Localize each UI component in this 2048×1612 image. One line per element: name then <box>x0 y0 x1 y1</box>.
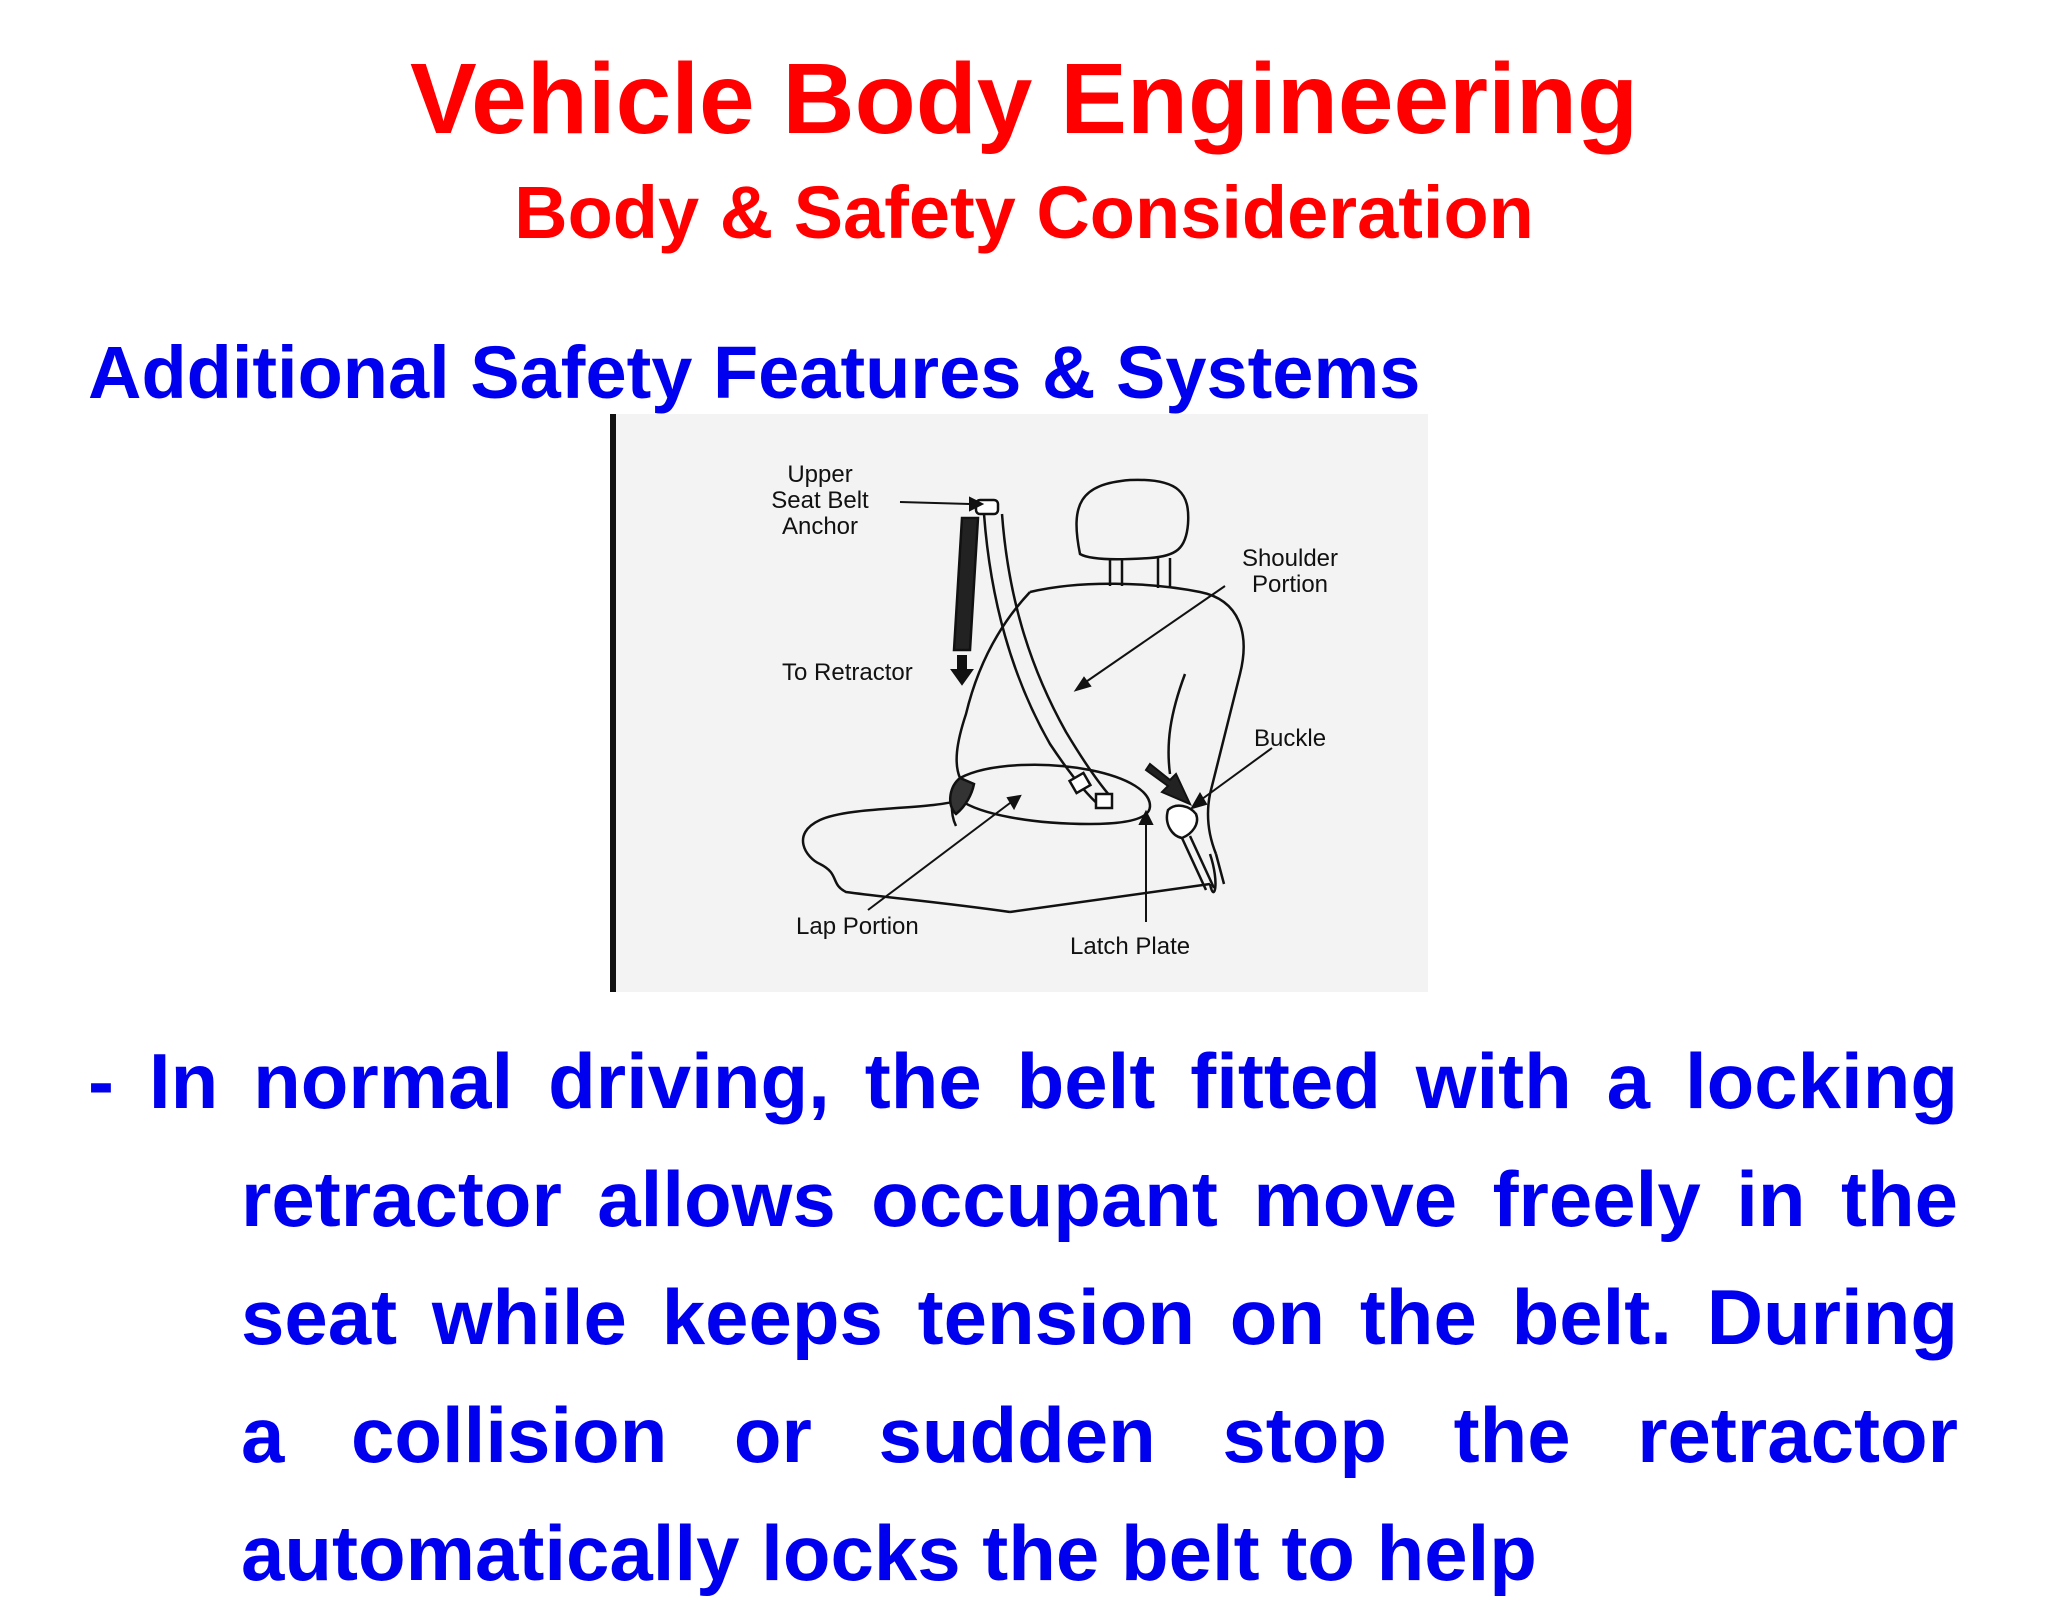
slide-subtitle: Body & Safety Consideration <box>514 171 1534 254</box>
label-upper-anchor-3: Anchor <box>781 513 859 540</box>
label-buckle: Buckle <box>1254 725 1327 752</box>
body-line-1: - In normal driving, the belt fitted with a locking <box>88 1037 1958 1125</box>
section-heading: Additional Safety Features & Systems <box>88 331 1421 414</box>
body-line-3: seat while keeps tension on the belt. During <box>241 1273 1958 1361</box>
label-latch-plate: Latch Plate <box>1070 933 1191 960</box>
label-upper-anchor-2: Seat Belt <box>771 487 869 514</box>
body-line-2: retractor allows occupant move freely in the <box>241 1155 1958 1243</box>
slide-title: Vehicle Body Engineering <box>409 43 1639 155</box>
label-upper-anchor-1: Upper <box>787 461 853 488</box>
label-shoulder-1: Shoulder <box>1241 545 1339 572</box>
label-to-retractor: To Retractor <box>782 659 913 686</box>
scan-edge <box>610 414 616 992</box>
body-paragraph <box>88 1022 1958 1612</box>
label-shoulder-2: Portion <box>1251 571 1329 598</box>
seat-belt-diagram <box>610 414 1428 992</box>
label-lap-portion: Lap Portion <box>796 913 919 940</box>
seat-belt-diagram-svg <box>610 414 1428 992</box>
body-line-5: automatically locks the belt to help <box>241 1509 1537 1597</box>
body-line-4: a collision or sudden stop the retractor <box>241 1391 1958 1479</box>
